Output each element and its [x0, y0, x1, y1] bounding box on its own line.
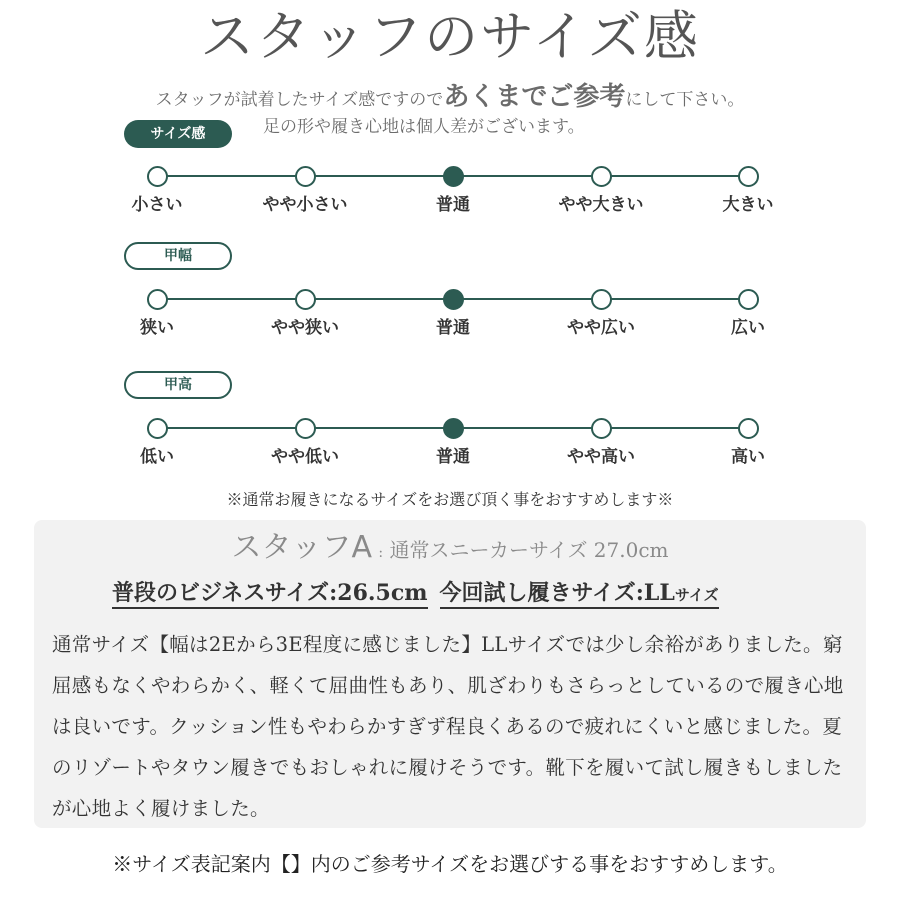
scale-label: 普通: [436, 195, 470, 215]
scale-label: 狭い: [140, 318, 174, 338]
scale-dot: [295, 289, 316, 310]
instep-height-scale: [0, 417, 900, 477]
scale-dot: [591, 289, 612, 310]
scale-dot: [591, 166, 612, 187]
scale-label: やや小さい: [262, 195, 348, 215]
subtitle-after: にして下さい。: [625, 90, 745, 110]
size-feel-scale: [0, 165, 900, 225]
scale-label: 普通: [436, 447, 470, 467]
instep-width-badge: 甲幅: [124, 242, 232, 270]
staff-sneaker-size: 通常スニーカーサイズ 27.0cm: [389, 538, 669, 562]
scale-dot: [738, 289, 759, 310]
instep-height-badge: 甲高: [124, 371, 232, 399]
scale-label: 高い: [731, 447, 765, 467]
recommend-note: ※通常お履きになるサイズをお選び頂く事をおすすめします※: [226, 490, 674, 509]
scale-label: 大きい: [722, 195, 774, 215]
scale-dot: [147, 166, 168, 187]
scale-dot: [591, 418, 612, 439]
scale-dot: [295, 418, 316, 439]
scale-label: やや高い: [567, 447, 635, 467]
trial-size-prefix: 今回試し履きサイズ:LL: [439, 580, 675, 606]
staff-separator: :: [378, 545, 384, 561]
scale-label: やや大きい: [558, 195, 644, 215]
individual-difference-note: 足の形や履き心地は個人差がございます。: [263, 117, 585, 137]
scale-dot-selected: [443, 289, 464, 310]
scale-dot: [738, 418, 759, 439]
staff-name: スタッフA: [231, 530, 373, 565]
staff-comment: 通常サイズ【幅は2Eから3E程度に感じました】LLサイズでは少し余裕がありました。窮屈感もなくやわらかく、軽くて屈曲性もあり、肌ざわりもさらっとしているので履き心地は良いです。クッション性もやわらかすぎず程良くあるので疲れにくいと感じました。夏のリゾートやタウン履きでもおしゃれに履けそうです。靴下を履いて試し履きもしましたが心地よく履けました。: [52, 633, 844, 820]
scale-dot-selected: [443, 418, 464, 439]
scale-label: 小さい: [131, 195, 183, 215]
footer-note: ※サイズ表記案内【】内のご参考サイズをお選びする事をおすすめします。: [112, 852, 788, 876]
staff-header: [34, 528, 866, 573]
scale-dot: [738, 166, 759, 187]
business-size: 普段のビジネスサイズ:26.5cm: [112, 580, 428, 609]
staff-sizes: [112, 576, 719, 612]
staff-review-panel: [34, 520, 866, 828]
scale-label: やや低い: [271, 447, 339, 467]
scale-dot: [147, 289, 168, 310]
instep-width-scale: [0, 288, 900, 348]
scale-label: やや広い: [567, 318, 635, 338]
scale-label: 普通: [436, 318, 470, 338]
scale-dot: [147, 418, 168, 439]
subtitle-emphasis: あくまでご参考: [443, 82, 626, 112]
scale-label: 低い: [140, 447, 174, 467]
scale-dot-selected: [443, 166, 464, 187]
scale-dot: [295, 166, 316, 187]
trial-size: [440, 580, 719, 609]
scale-label: やや狭い: [271, 318, 339, 338]
scale-label: 広い: [731, 318, 765, 338]
page-title: スタッフのサイズ感: [200, 5, 700, 68]
subtitle: [0, 80, 900, 117]
trial-size-suffix: サイズ: [674, 586, 719, 604]
subtitle-before: スタッフが試着したサイズ感ですので: [155, 90, 444, 110]
size-feel-badge: サイズ感: [124, 120, 232, 148]
